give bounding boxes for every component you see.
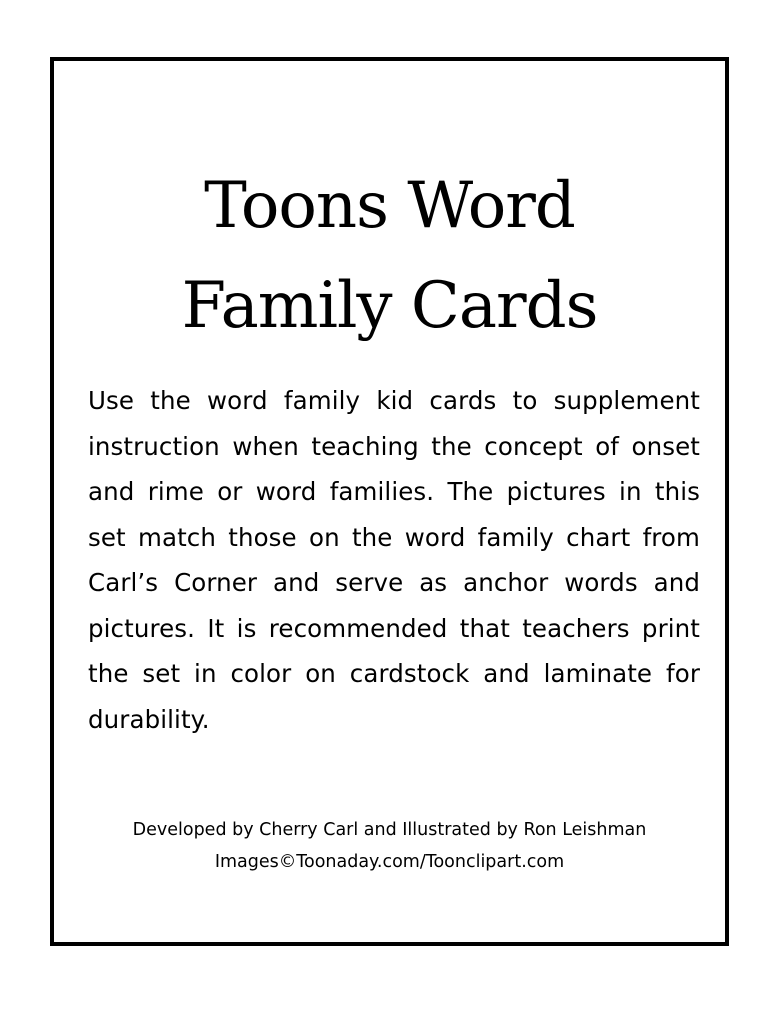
- title-line-2: Family Cards: [181, 269, 598, 343]
- title-line-1: Toons Word: [204, 169, 575, 243]
- cover-frame: [50, 57, 729, 946]
- page-title: [54, 156, 725, 356]
- credits-authors: Developed by Cherry Carl and Illustrated by Ron Leishman: [132, 820, 647, 840]
- description-paragraph: Use the word family kid cards to supplement instruction when teaching the concept of onset and rime or word families. The pictures in this set match those on the word family chart from Carl’s Corner and serve as anchor words and pictures. It is recommended that teachers print the set in color on cardstock and laminate for durability.: [88, 386, 700, 734]
- credits: [54, 814, 725, 878]
- credits-images: Images©Toonaday.com/Toonclipart.com: [214, 852, 565, 872]
